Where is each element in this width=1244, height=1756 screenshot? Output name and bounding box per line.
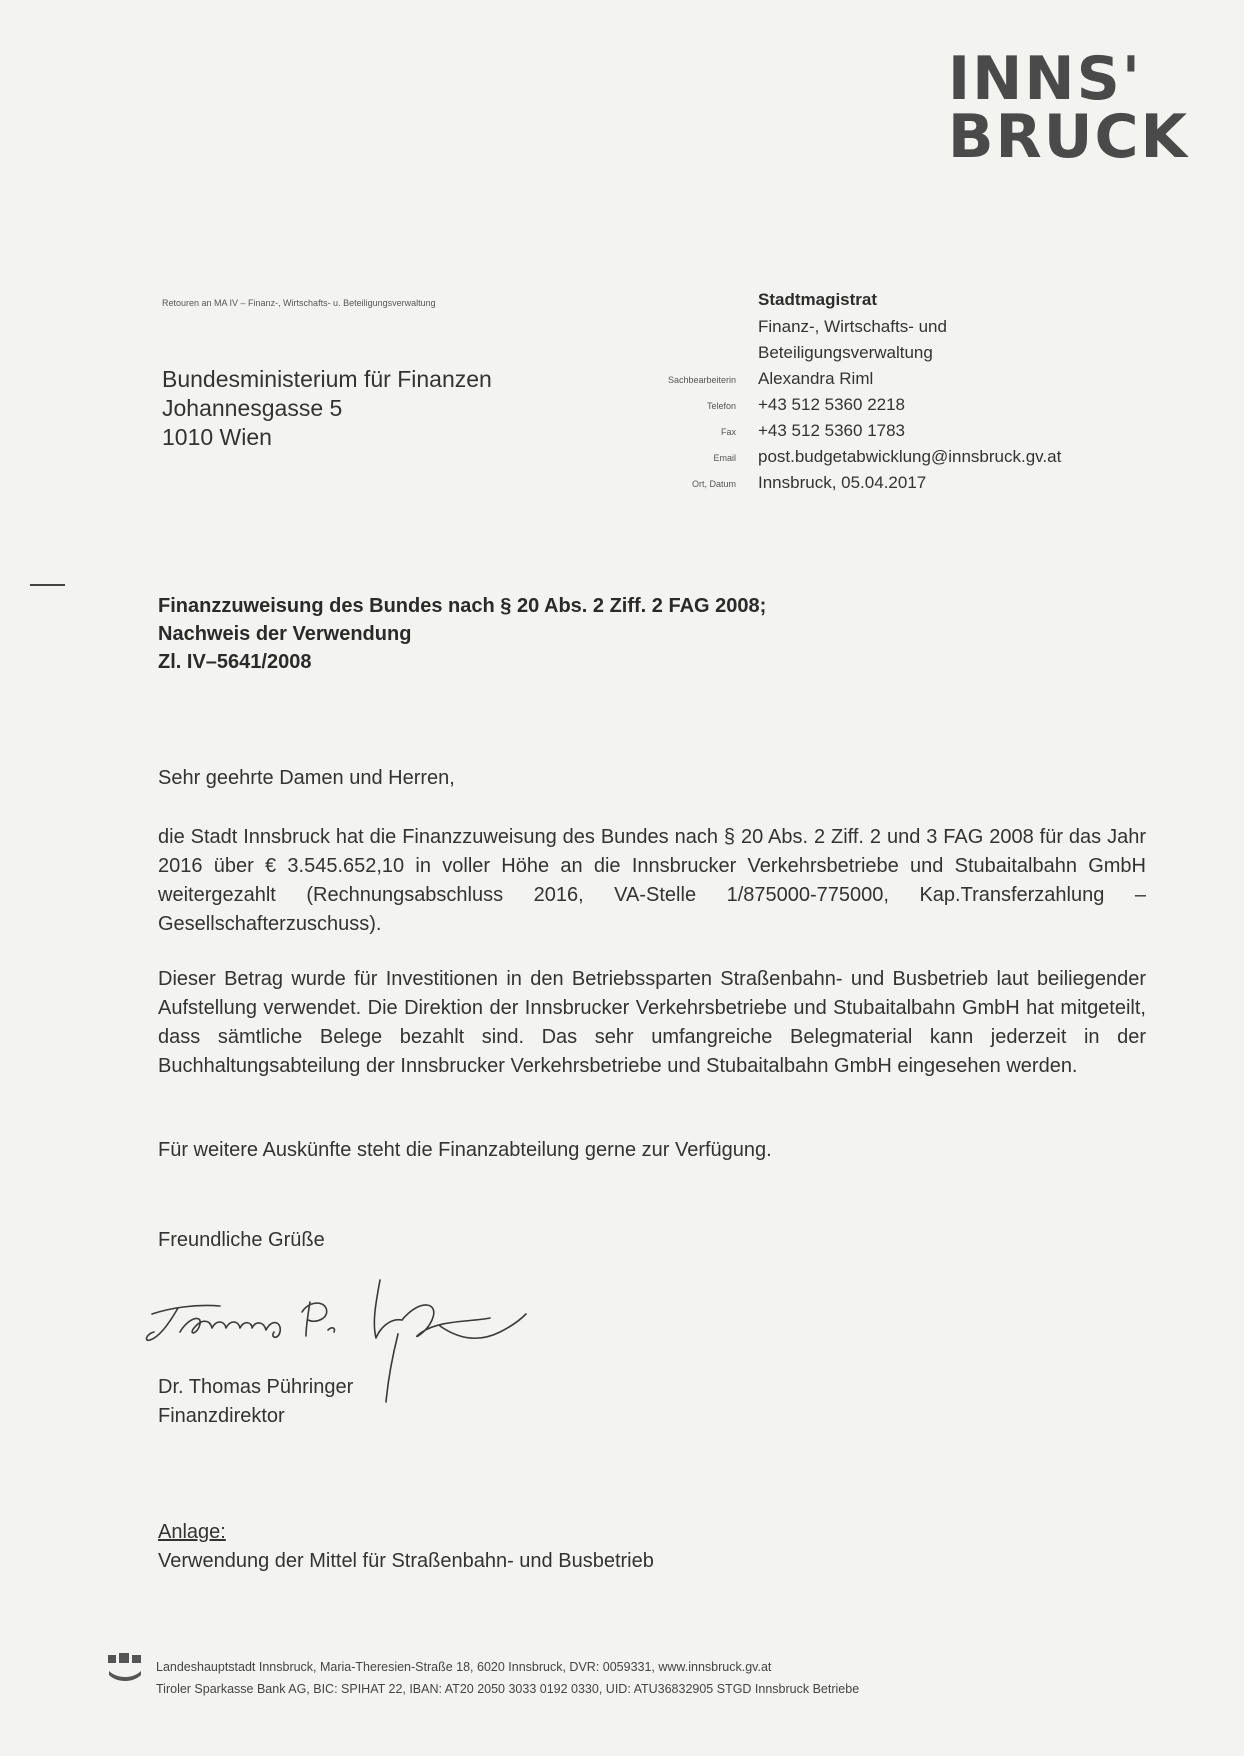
contact-row [0, 447, 1244, 471]
innsbruck-logo [947, 44, 1189, 172]
body-paragraph-3: Für weitere Auskünfte steht die Finanzabteilung gerne zur Verfügung. [158, 1139, 772, 1161]
body-paragraph-1: die Stadt Innsbruck hat die Finanzzuweisung des Bundes nach § 20 Abs. 2 Ziff. 2 und 3 FAG 2008 für das Jahr 2016 über € 3.545.652,10 in voller Höhe an die Innsbrucker Verkehrsbetriebe und Stubaitalbahn GmbH weitergezahlt (Rechnungsabschluss 2016, VA-Stelle 1/875000-775000, Kap.Transferzahlung – Gesellschafterzuschuss). [158, 826, 1146, 935]
footer-line-2: Tiroler Sparkasse Bank AG, BIC: SPIHAT 22, IBAN: AT20 2050 3033 0192 0330, UID: ATU36832905 STGD Innsbruck Betriebe [156, 1682, 860, 1696]
subject-block [158, 592, 766, 676]
contact-value: +43 512 5360 2218 [758, 395, 906, 414]
subject-line-2: Nachweis der Verwendung [158, 623, 412, 645]
contact-label: Email [713, 453, 736, 463]
sender-org: Stadtmagistrat [758, 290, 878, 309]
innsbruck-emblem-icon [107, 1653, 145, 1685]
greeting: Sehr geehrte Damen und Herren, [158, 767, 455, 789]
contact-label: Ort, Datum [691, 479, 736, 489]
return-address-line: Retouren an MA IV – Finanz-, Wirtschafts- u. Beteiligungsverwaltung [162, 298, 436, 308]
logo-line-2: BRUCK [947, 102, 1189, 172]
footer-line-1: Landeshauptstadt Innsbruck, Maria-Theresien-Straße 18, 6020 Innsbruck, DVR: 0059331, www.innsbruck.gv.at [156, 1660, 772, 1674]
sender-dept-line-2: Beteiligungsverwaltung [758, 343, 933, 362]
contact-value: Alexandra Riml [758, 369, 874, 388]
contact-label: Fax [720, 427, 736, 437]
contact-value: +43 512 5360 1783 [758, 421, 906, 440]
attachment-heading: Anlage: [158, 1521, 226, 1543]
recipient-street: Johannesgasse 5 [162, 395, 343, 421]
signer-title: Finanzdirektor [158, 1405, 285, 1427]
subject-line-1: Finanzzuweisung des Bundes nach § 20 Abs. 2 Ziff. 2 FAG 2008; [158, 595, 767, 617]
signer-name: Dr. Thomas Pühringer [158, 1376, 354, 1398]
attachment-text: Verwendung der Mittel für Straßenbahn- und Busbetrieb [158, 1550, 654, 1572]
contact-row [0, 421, 1244, 445]
closing: Freundliche Grüße [158, 1229, 325, 1251]
contact-value: Innsbruck, 05.04.2017 [758, 473, 927, 492]
logo-line-1: INNS' [947, 44, 1143, 114]
footer [156, 1656, 859, 1700]
contact-label: Telefon [706, 401, 736, 411]
contact-label: Sachbearbeiterin [667, 375, 736, 385]
sender-dept-line-1: Finanz-, Wirtschafts- und [758, 317, 947, 336]
contact-row [0, 473, 1244, 497]
contact-value: post.budgetabwicklung@innsbruck.gv.at [758, 447, 1062, 466]
attachment-block [158, 1518, 654, 1576]
subject-reference: Zl. IV–5641/2008 [158, 651, 312, 673]
recipient-city: 1010 Wien [162, 424, 272, 450]
contact-row [0, 369, 1244, 393]
body-paragraph-2: Dieser Betrag wurde für Investitionen in den Betriebssparten Straßenbahn- und Busbetrieb laut beiliegender Aufstellung verwendet. Die Direktion der Innsbrucker Verkehrsbetriebe und Stubaitalbahn GmbH hat mitgeteilt, dass sämtliche Belege bezahlt sind. Das sehr umfangreiche Belegmaterial kann jederzeit in der Buchhaltungsabteilung der Innsbrucker Verkehrsbetriebe und Stubaitalbahn GmbH eingesehen werden. [158, 968, 1146, 1077]
signer-block [158, 1373, 353, 1431]
recipient-name: Bundesministerium für Finanzen [162, 366, 492, 392]
fold-mark [30, 584, 65, 586]
contact-row [0, 395, 1244, 419]
